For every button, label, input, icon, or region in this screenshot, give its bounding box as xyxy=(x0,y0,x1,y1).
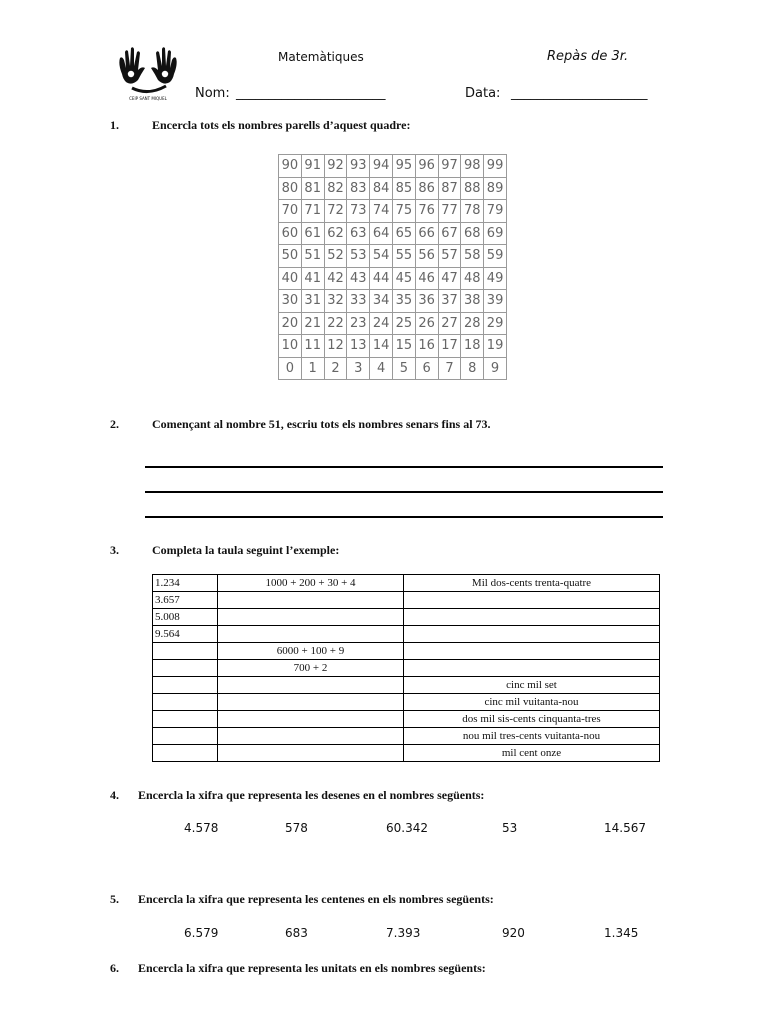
words-cell[interactable] xyxy=(404,592,660,609)
grid-cell[interactable]: 33 xyxy=(347,290,370,313)
grid-cell[interactable]: 93 xyxy=(347,155,370,178)
grid-cell[interactable]: 41 xyxy=(301,267,324,290)
grid-cell[interactable]: 0 xyxy=(279,357,302,380)
grid-row xyxy=(279,335,507,358)
grid-cell[interactable]: 44 xyxy=(370,267,393,290)
grid-cell[interactable]: 71 xyxy=(301,200,324,223)
answer-line[interactable] xyxy=(145,466,663,468)
grid-cell[interactable]: 73 xyxy=(347,200,370,223)
grid-row xyxy=(279,200,507,223)
words-cell[interactable]: Mil dos-cents trenta-quatre xyxy=(404,575,660,592)
grid-cell[interactable]: 51 xyxy=(301,245,324,268)
grid-cell[interactable]: 47 xyxy=(438,267,461,290)
words-cell[interactable] xyxy=(404,609,660,626)
grid-cell[interactable]: 95 xyxy=(392,155,415,178)
subject-title: Matemàtiques xyxy=(278,50,364,64)
number-item[interactable]: 1.345 xyxy=(604,926,639,940)
number-item[interactable]: 14.567 xyxy=(604,821,646,835)
grid-cell[interactable]: 84 xyxy=(370,177,393,200)
grid-cell[interactable]: 60 xyxy=(279,222,302,245)
grid-cell[interactable]: 20 xyxy=(279,312,302,335)
number-cell[interactable]: 9.564 xyxy=(153,626,218,643)
table-row xyxy=(153,592,660,609)
table-row xyxy=(153,643,660,660)
grid-row xyxy=(279,245,507,268)
grid-row xyxy=(279,155,507,178)
number-item[interactable]: 920 xyxy=(502,926,525,940)
answer-line[interactable] xyxy=(145,516,663,518)
grid-cell[interactable]: 98 xyxy=(461,155,484,178)
school-logo xyxy=(114,44,182,102)
grid-cell[interactable]: 14 xyxy=(370,335,393,358)
grid-cell[interactable]: 27 xyxy=(438,312,461,335)
grid-row xyxy=(279,357,507,380)
grid-cell[interactable]: 17 xyxy=(438,335,461,358)
grid-row xyxy=(279,312,507,335)
grid-cell[interactable]: 53 xyxy=(347,245,370,268)
grid-cell[interactable]: 31 xyxy=(301,290,324,313)
q1-text: Encercla tots els nombres parells d’aquest quadre: xyxy=(152,118,411,132)
words-cell[interactable]: cinc mil set xyxy=(404,677,660,694)
grid-cell[interactable]: 56 xyxy=(415,245,438,268)
grid-cell[interactable]: 12 xyxy=(324,335,347,358)
table-row xyxy=(153,575,660,592)
table-row xyxy=(153,609,660,626)
words-cell[interactable] xyxy=(404,660,660,677)
grid-cell[interactable]: 82 xyxy=(324,177,347,200)
number-item[interactable]: 578 xyxy=(285,821,308,835)
grid-cell[interactable]: 29 xyxy=(484,312,507,335)
grid-cell[interactable]: 16 xyxy=(415,335,438,358)
decomposition-cell[interactable] xyxy=(218,592,404,609)
grid-cell[interactable]: 70 xyxy=(279,200,302,223)
grid-cell[interactable]: 66 xyxy=(415,222,438,245)
grid-cell[interactable]: 50 xyxy=(279,245,302,268)
decomposition-cell[interactable] xyxy=(218,728,404,745)
number-item[interactable]: 4.578 xyxy=(184,821,219,835)
grid-cell[interactable]: 52 xyxy=(324,245,347,268)
grid-cell[interactable]: 57 xyxy=(438,245,461,268)
grid-cell[interactable]: 97 xyxy=(438,155,461,178)
grid-cell[interactable]: 40 xyxy=(279,267,302,290)
grid-cell[interactable]: 91 xyxy=(301,155,324,178)
grid-cell[interactable]: 37 xyxy=(438,290,461,313)
grid-cell[interactable]: 75 xyxy=(392,200,415,223)
grid-cell[interactable]: 72 xyxy=(324,200,347,223)
grid-cell[interactable]: 7 xyxy=(438,357,461,380)
q3-text: Completa la taula seguint l’exemple: xyxy=(152,543,340,557)
q5-number: 5. xyxy=(110,892,119,906)
grid-cell[interactable]: 8 xyxy=(461,357,484,380)
number-cell[interactable] xyxy=(153,643,218,660)
number-cell[interactable] xyxy=(153,660,218,677)
date-label: Data: xyxy=(465,86,501,101)
number-cell[interactable] xyxy=(153,677,218,694)
number-cell[interactable] xyxy=(153,711,218,728)
grid-cell[interactable]: 96 xyxy=(415,155,438,178)
grid-cell[interactable]: 83 xyxy=(347,177,370,200)
number-cell[interactable] xyxy=(153,694,218,711)
grid-cell[interactable]: 28 xyxy=(461,312,484,335)
grid-cell[interactable]: 87 xyxy=(438,177,461,200)
grid-cell[interactable]: 90 xyxy=(279,155,302,178)
name-label: Nom: xyxy=(195,86,230,101)
grid-cell[interactable]: 34 xyxy=(370,290,393,313)
table-row xyxy=(153,660,660,677)
q2-number: 2. xyxy=(110,417,119,431)
logo-lettering: CEIP SANT MIQUEL xyxy=(129,96,167,101)
grid-cell[interactable]: 21 xyxy=(301,312,324,335)
grid-cell[interactable]: 64 xyxy=(370,222,393,245)
grid-cell[interactable]: 19 xyxy=(484,335,507,358)
table-row xyxy=(153,711,660,728)
grid-cell[interactable]: 42 xyxy=(324,267,347,290)
date-field[interactable]: _____________________ xyxy=(511,86,648,101)
grid-cell[interactable]: 15 xyxy=(392,335,415,358)
number-item[interactable]: 7.393 xyxy=(386,926,421,940)
decomposition-cell[interactable]: 1000 + 200 + 30 + 4 xyxy=(218,575,404,592)
grid-cell[interactable]: 78 xyxy=(461,200,484,223)
grid-cell[interactable]: 10 xyxy=(279,335,302,358)
grid-cell[interactable]: 49 xyxy=(484,267,507,290)
words-cell[interactable]: nou mil tres-cents vuitanta-nou xyxy=(404,728,660,745)
grid-cell[interactable]: 59 xyxy=(484,245,507,268)
q5-text: Encercla la xifra que representa les centenes en els nombres següents: xyxy=(138,892,494,906)
table-row xyxy=(153,626,660,643)
number-cell[interactable] xyxy=(153,745,218,762)
number-cell[interactable] xyxy=(153,728,218,745)
number-cell[interactable]: 3.657 xyxy=(153,592,218,609)
q6-text: Encercla la xifra que representa les unitats en els nombres següents: xyxy=(138,961,486,975)
grid-cell[interactable]: 35 xyxy=(392,290,415,313)
grid-cell[interactable]: 54 xyxy=(370,245,393,268)
table-row xyxy=(153,745,660,762)
grid-cell[interactable]: 11 xyxy=(301,335,324,358)
grid-cell[interactable]: 4 xyxy=(370,357,393,380)
grid-cell[interactable]: 22 xyxy=(324,312,347,335)
grid-cell[interactable]: 76 xyxy=(415,200,438,223)
table-row xyxy=(153,728,660,745)
grid-cell[interactable]: 61 xyxy=(301,222,324,245)
grid-cell[interactable]: 69 xyxy=(484,222,507,245)
grid-row xyxy=(279,267,507,290)
grid-cell[interactable]: 94 xyxy=(370,155,393,178)
grid-cell[interactable]: 88 xyxy=(461,177,484,200)
grid-cell[interactable]: 89 xyxy=(484,177,507,200)
grid-cell[interactable]: 58 xyxy=(461,245,484,268)
words-cell[interactable]: cinc mil vuitanta-nou xyxy=(404,694,660,711)
q3-number: 3. xyxy=(110,543,119,557)
grid-cell[interactable]: 74 xyxy=(370,200,393,223)
grid-cell[interactable]: 2 xyxy=(324,357,347,380)
decomposition-cell[interactable] xyxy=(218,745,404,762)
grid-cell[interactable]: 30 xyxy=(279,290,302,313)
grid-cell[interactable]: 39 xyxy=(484,290,507,313)
grid-cell[interactable]: 67 xyxy=(438,222,461,245)
grid-cell[interactable]: 85 xyxy=(392,177,415,200)
grid-cell[interactable]: 92 xyxy=(324,155,347,178)
grid-cell[interactable]: 99 xyxy=(484,155,507,178)
number-item[interactable]: 53 xyxy=(502,821,518,835)
decomposition-cell[interactable] xyxy=(218,711,404,728)
number-cell[interactable]: 1.234 xyxy=(153,575,218,592)
grid-cell[interactable]: 38 xyxy=(461,290,484,313)
grid-cell[interactable]: 32 xyxy=(324,290,347,313)
q2-text: Començant al nombre 51, escriu tots els nombres senars fins al 73. xyxy=(152,417,491,431)
number-item[interactable]: 6.579 xyxy=(184,926,219,940)
grid-cell[interactable]: 80 xyxy=(279,177,302,200)
grid-cell[interactable]: 9 xyxy=(484,357,507,380)
q1-number: 1. xyxy=(110,118,119,132)
decomposition-cell[interactable]: 700 + 2 xyxy=(218,660,404,677)
grid-row xyxy=(279,222,507,245)
grid-cell[interactable]: 6 xyxy=(415,357,438,380)
grid-cell[interactable]: 25 xyxy=(392,312,415,335)
decomposition-cell[interactable] xyxy=(218,609,404,626)
grid-cell[interactable]: 63 xyxy=(347,222,370,245)
grid-cell[interactable]: 1 xyxy=(301,357,324,380)
grid-cell[interactable]: 62 xyxy=(324,222,347,245)
grid-cell[interactable]: 86 xyxy=(415,177,438,200)
place-value-table xyxy=(152,574,660,762)
grid-cell[interactable]: 46 xyxy=(415,267,438,290)
words-cell[interactable] xyxy=(404,626,660,643)
review-title: Repàs de 3r. xyxy=(547,49,629,64)
number-item[interactable]: 683 xyxy=(285,926,308,940)
name-field[interactable]: _______________________ xyxy=(236,86,386,101)
table-row xyxy=(153,677,660,694)
grid-cell[interactable]: 43 xyxy=(347,267,370,290)
q4-number: 4. xyxy=(110,788,119,802)
grid-cell[interactable]: 65 xyxy=(392,222,415,245)
grid-cell[interactable]: 5 xyxy=(392,357,415,380)
q6-number: 6. xyxy=(110,961,119,975)
grid-cell[interactable]: 55 xyxy=(392,245,415,268)
grid-cell[interactable]: 26 xyxy=(415,312,438,335)
number-cell[interactable]: 5.008 xyxy=(153,609,218,626)
grid-row xyxy=(279,177,507,200)
grid-cell[interactable]: 13 xyxy=(347,335,370,358)
grid-cell[interactable]: 68 xyxy=(461,222,484,245)
grid-cell[interactable]: 18 xyxy=(461,335,484,358)
grid-cell[interactable]: 36 xyxy=(415,290,438,313)
grid-row xyxy=(279,290,507,313)
grid-cell[interactable]: 81 xyxy=(301,177,324,200)
words-cell[interactable]: mil cent onze xyxy=(404,745,660,762)
grid-cell[interactable]: 3 xyxy=(347,357,370,380)
decomposition-cell[interactable] xyxy=(218,626,404,643)
decomposition-cell[interactable]: 6000 + 100 + 9 xyxy=(218,643,404,660)
grid-cell[interactable]: 77 xyxy=(438,200,461,223)
grid-cell[interactable]: 45 xyxy=(392,267,415,290)
grid-cell[interactable]: 24 xyxy=(370,312,393,335)
number-grid xyxy=(278,154,507,380)
table-row xyxy=(153,694,660,711)
words-cell[interactable]: dos mil sis-cents cinquanta-tres xyxy=(404,711,660,728)
answer-line[interactable] xyxy=(145,491,663,493)
grid-cell[interactable]: 48 xyxy=(461,267,484,290)
number-item[interactable]: 60.342 xyxy=(386,821,428,835)
decomposition-cell[interactable] xyxy=(218,694,404,711)
grid-cell[interactable]: 79 xyxy=(484,200,507,223)
words-cell[interactable] xyxy=(404,643,660,660)
decomposition-cell[interactable] xyxy=(218,677,404,694)
grid-cell[interactable]: 23 xyxy=(347,312,370,335)
q4-text: Encercla la xifra que representa les desenes en el nombres següents: xyxy=(138,788,485,802)
